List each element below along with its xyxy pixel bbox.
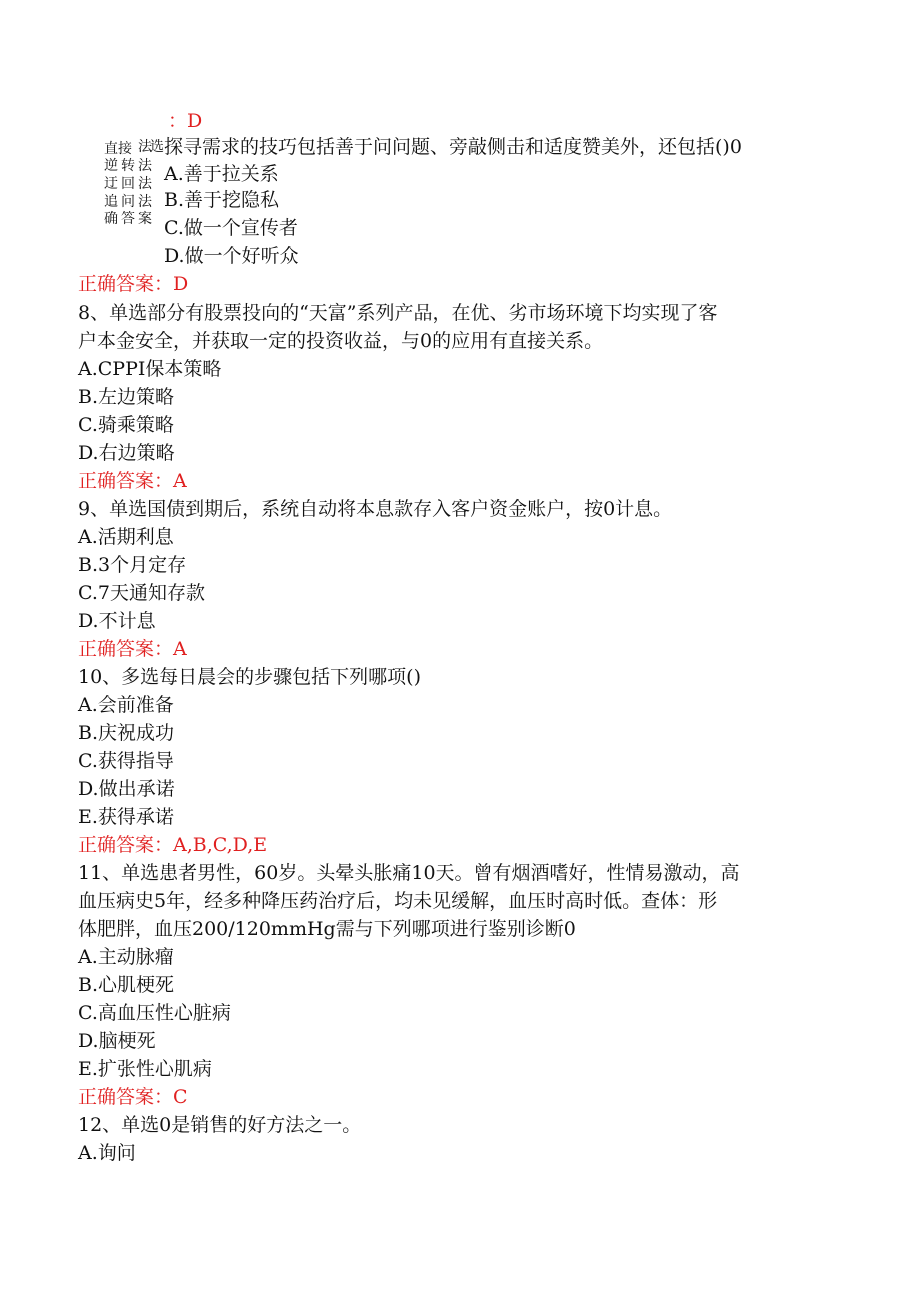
fragment-option-c: C.做一个宣传者 bbox=[164, 217, 298, 239]
q8-stem-line2: 户本金安全，并获取一定的投资收益，与0的应用有直接关系。 bbox=[78, 330, 604, 352]
q11-option-d: D.脑梗死 bbox=[78, 1030, 156, 1052]
sidenote-direct: 直接 法 bbox=[104, 139, 152, 157]
fragment-prefix: 选 bbox=[150, 139, 164, 155]
q11-answer: 正确答案：C bbox=[78, 1086, 188, 1108]
sidenote-answer: 确答案 bbox=[104, 211, 155, 227]
q10-answer: 正确答案：A,B,C,D,E bbox=[78, 834, 268, 856]
q8-option-c: C.骑乘策略 bbox=[78, 414, 174, 436]
fragment-option-d: D.做一个好听众 bbox=[164, 245, 299, 267]
q9-option-c: C.7天通知存款 bbox=[78, 582, 205, 604]
fragment-option-b: B.善于挖隐私 bbox=[164, 189, 280, 211]
q11-option-b: B.心肌梗死 bbox=[78, 974, 175, 996]
q10-option-e: E.获得承诺 bbox=[78, 806, 174, 828]
q9-stem: 9、单选国债到期后，系统自动将本息款存入客户资金账户，按0计息。 bbox=[78, 498, 673, 520]
q11-option-e: E.扩张性心肌病 bbox=[78, 1058, 212, 1080]
q9-option-d: D.不计息 bbox=[78, 610, 156, 632]
sidenote-detour: 迂回法 bbox=[104, 176, 155, 192]
q10-option-a: A.会前准备 bbox=[78, 694, 174, 716]
fragment-answer: 正确答案：D bbox=[78, 273, 189, 295]
q11-stem-line3: 体肥胖，血压200/120mmHg需与下列哪项进行鉴别诊断0 bbox=[78, 918, 576, 940]
fragment-option-a: A.善于拉关系 bbox=[164, 163, 279, 185]
fragment-question-stem: 探寻需求的技巧包括善于问问题、旁敲侧击和适度赞美外，还包括()0 bbox=[164, 136, 742, 158]
q12-option-a: A.询问 bbox=[78, 1142, 136, 1164]
q11-stem-line1: 11、单选患者男性，60岁。头晕头胀痛10天。曾有烟酒嗜好，性情易激动，高 bbox=[78, 862, 740, 884]
q10-option-b: B.庆祝成功 bbox=[78, 722, 175, 744]
q9-option-b: B.3个月定存 bbox=[78, 554, 187, 576]
q11-stem-line2: 血压病史5年，经多种降压药治疗后，均未见缓解，血压时高时低。查体：形 bbox=[78, 890, 718, 912]
q8-answer: 正确答案：A bbox=[78, 470, 187, 492]
q10-stem: 10、多选每日晨会的步骤包括下列哪项() bbox=[78, 666, 422, 688]
q8-option-a: A.CPPI保本策略 bbox=[78, 358, 222, 380]
fragment-answer-top: ：D bbox=[168, 110, 203, 132]
q8-option-d: D.右边策略 bbox=[78, 442, 175, 464]
q11-option-a: A.主动脉瘤 bbox=[78, 946, 174, 968]
q10-option-d: D.做出承诺 bbox=[78, 778, 175, 800]
q11-option-c: C.高血压性心脏病 bbox=[78, 1002, 231, 1024]
q12-stem: 12、单选0是销售的好方法之一。 bbox=[78, 1114, 362, 1136]
q9-option-a: A.活期利息 bbox=[78, 526, 174, 548]
q8-option-b: B.左边策略 bbox=[78, 386, 175, 408]
q8-stem-line1: 8、单选部分有股票投向的“天富”系列产品，在优、劣市场环境下均实现了客 bbox=[78, 302, 718, 324]
q10-option-c: C.获得指导 bbox=[78, 750, 174, 772]
sidenote-followup: 追问法 bbox=[104, 194, 155, 210]
sidenote-reverse: 逆转法 bbox=[104, 158, 155, 174]
q9-answer: 正确答案：A bbox=[78, 638, 187, 660]
